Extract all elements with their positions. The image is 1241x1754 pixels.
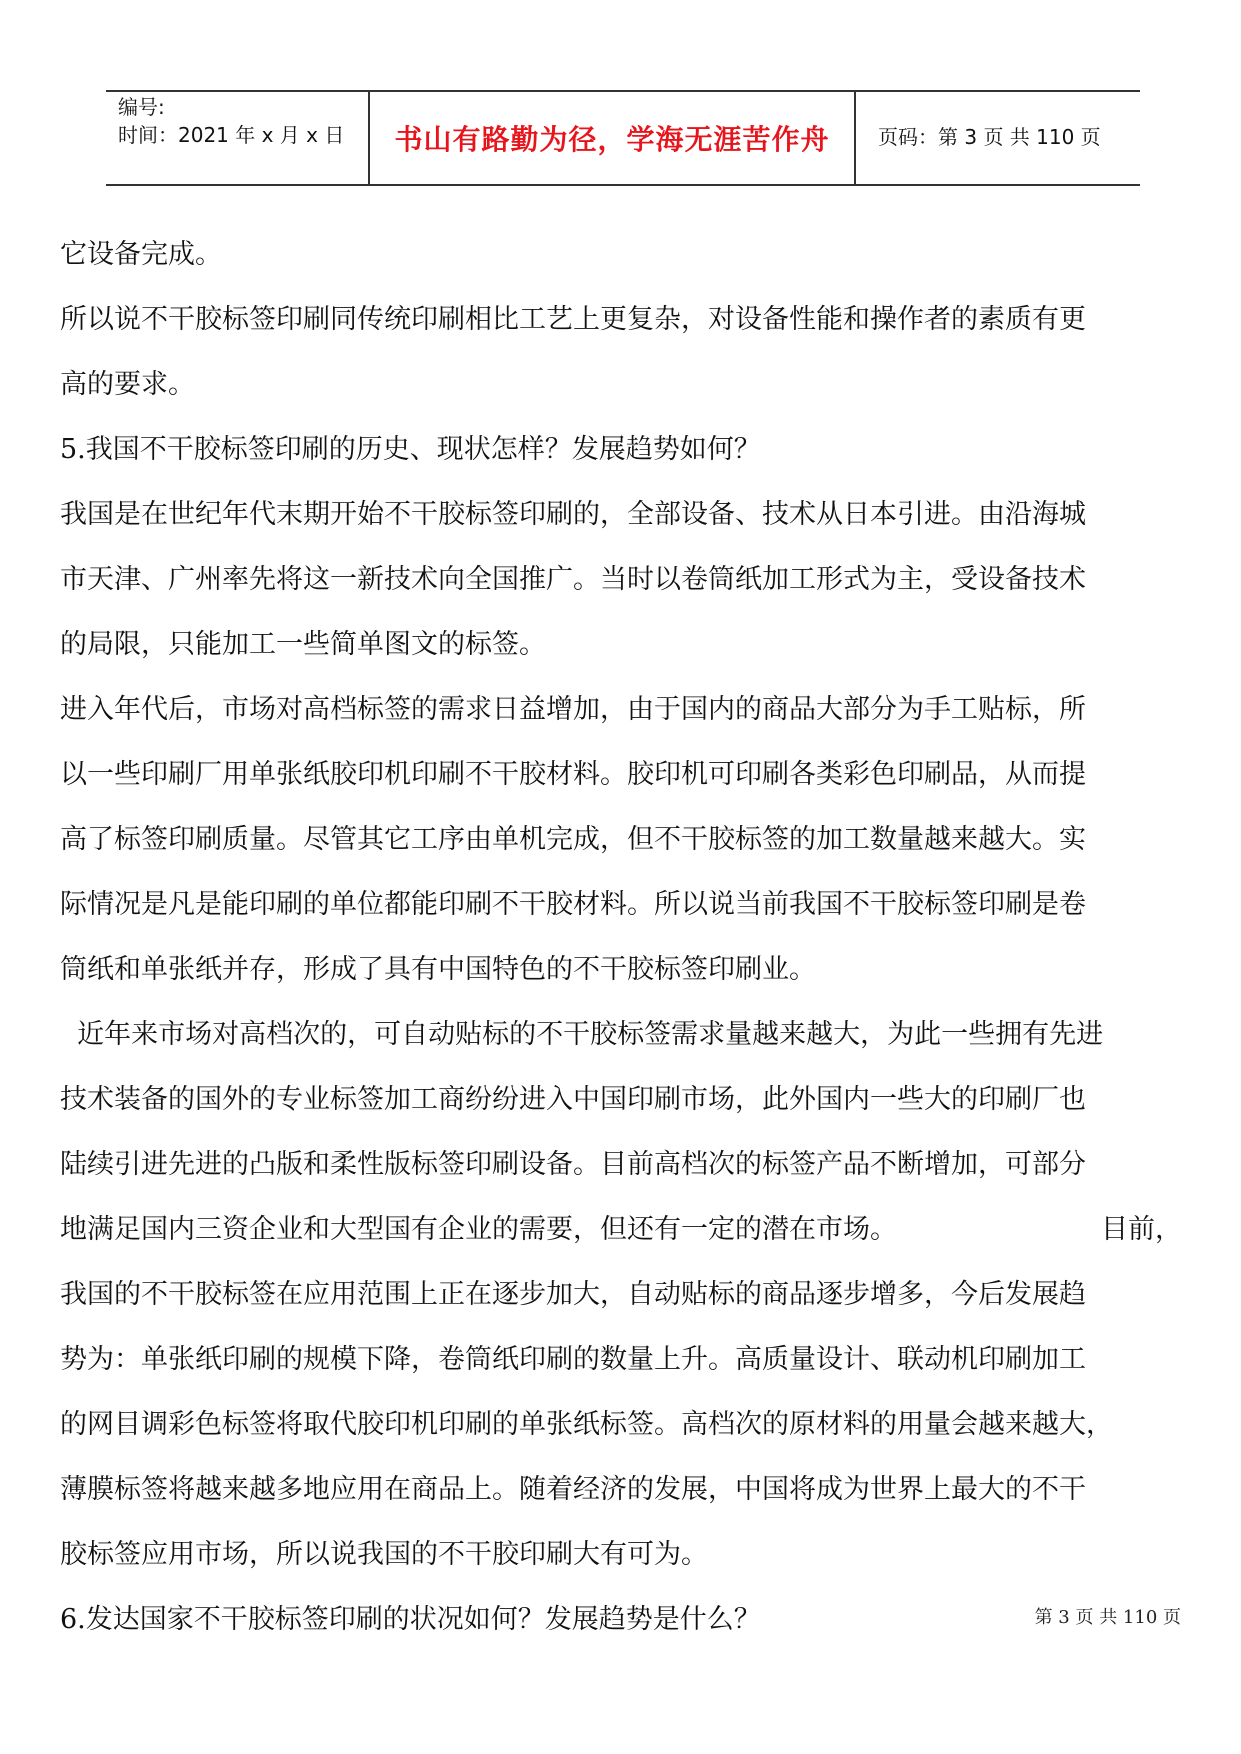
body-line: 近年来市场对高档次的，可自动贴标的不干胶标签需求量越来越大，为此一些拥有先进 <box>60 1019 1104 1050</box>
header-meta-cell <box>106 92 368 184</box>
header-page-cell <box>856 92 1140 184</box>
body-line: 高了标签印刷质量。尽管其它工序由单机完成，但不干胶标签的加工数量越来越大。实 <box>60 824 1086 855</box>
body-line: 的局限，只能加工一些简单图文的标签。 <box>60 629 546 660</box>
body-line: 市天津、广州率先将这一新技术向全国推广。当时以卷筒纸加工形式为主，受设备技术 <box>60 564 1086 595</box>
body-line: 我国的不干胶标签在应用范围上正在逐步加大，自动贴标的商品逐步增多，今后发展趋 <box>60 1279 1086 1310</box>
section-heading-6: 6.发达国家不干胶标签印刷的状况如何？发展趋势是什么？ <box>60 1604 761 1635</box>
header-page-info: 页码：第 3 页 共 110 页 <box>878 125 1101 149</box>
header-motto-cell <box>368 92 856 184</box>
body-line: 进入年代后，市场对高档标签的需求日益增加，由于国内的商品大部分为手工贴标，所 <box>60 694 1086 725</box>
body-line: 我国是在世纪年代末期开始不干胶标签印刷的，全部设备、技术从日本引进。由沿海城 <box>60 499 1086 530</box>
body-line-tail: 目前， <box>1101 1214 1182 1245</box>
body-line: 筒纸和单张纸并存，形成了具有中国特色的不干胶标签印刷业。 <box>60 954 816 985</box>
body-line: 薄膜标签将越来越多地应用在商品上。随着经济的发展，中国将成为世界上最大的不干 <box>60 1474 1086 1505</box>
document-body <box>60 222 1182 1652</box>
body-line: 高的要求。 <box>60 369 195 400</box>
body-line: 陆续引进先进的凸版和柔性版标签印刷设备。目前高档次的标签产品不断增加，可部分 <box>60 1149 1086 1180</box>
body-line: 它设备完成。 <box>60 239 222 270</box>
section-heading-5: 5.我国不干胶标签印刷的历史、现状怎样？发展趋势如何？ <box>60 434 761 465</box>
body-line: 的网目调彩色标签将取代胶印机印刷的单张纸标签。高档次的原材料的用量会越来越大， <box>60 1409 1113 1440</box>
document-header <box>106 90 1140 186</box>
page-footer: 第 3 页 共 110 页 <box>1034 1607 1181 1628</box>
body-line: 胶标签应用市场，所以说我国的不干胶印刷大有可为。 <box>60 1539 708 1570</box>
header-motto: 书山有路勤为径，学海无涯苦作舟 <box>394 123 830 156</box>
body-line: 所以说不干胶标签印刷同传统印刷相比工艺上更复杂，对设备性能和操作者的素质有更 <box>60 304 1086 335</box>
body-line-text: 地满足国内三资企业和大型国有企业的需要，但还有一定的潜在市场。 <box>60 1214 897 1245</box>
body-line: 际情况是凡是能印刷的单位都能印刷不干胶材料。所以说当前我国不干胶标签印刷是卷 <box>60 889 1086 920</box>
body-line: 技术装备的国外的专业标签加工商纷纷进入中国印刷市场，此外国内一些大的印刷厂也 <box>60 1084 1086 1115</box>
body-line: 以一些印刷厂用单张纸胶印机印刷不干胶材料。胶印机可印刷各类彩色印刷品，从而提 <box>60 759 1086 790</box>
body-line: 势为：单张纸印刷的规模下降，卷筒纸印刷的数量上升。高质量设计、联动机印刷加工 <box>60 1344 1086 1375</box>
document-time-label: 时间：2021 年 x 月 x 日 <box>118 123 345 147</box>
body-line-with-tail <box>60 1197 1182 1262</box>
document-number-label: 编号: <box>118 95 165 119</box>
